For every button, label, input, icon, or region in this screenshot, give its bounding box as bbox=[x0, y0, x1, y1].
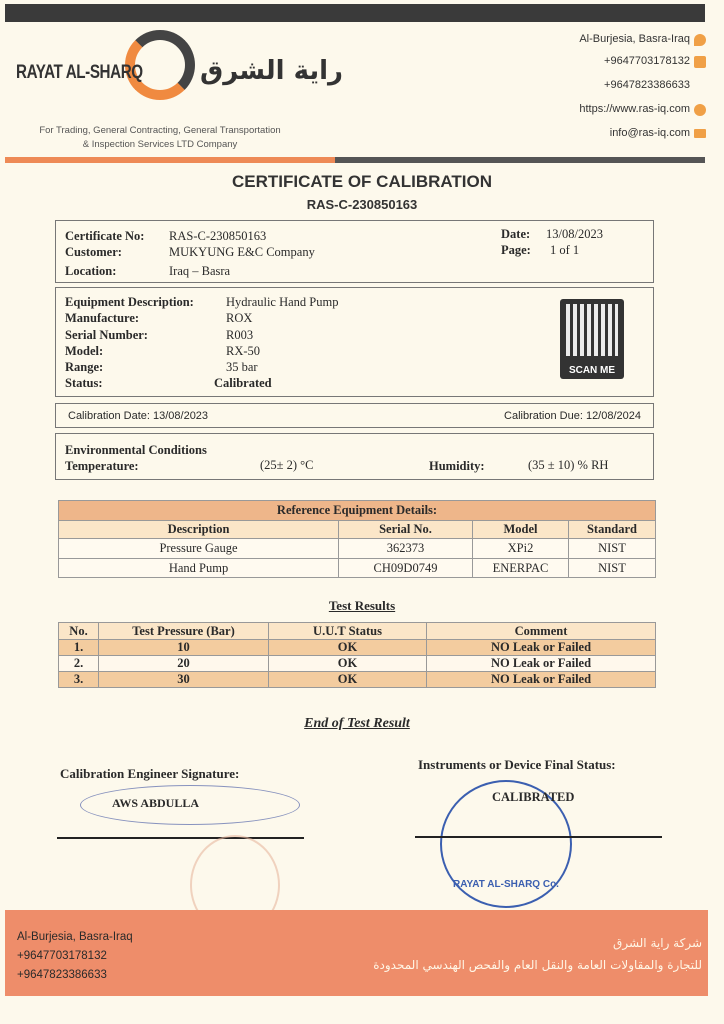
signature-scribble bbox=[80, 785, 300, 825]
header-phone-1: +9647703178132 bbox=[604, 55, 690, 67]
ref-cell: ENERPAC bbox=[473, 559, 569, 578]
cert-no-label: Certificate No: bbox=[65, 229, 145, 243]
cert-no-value: RAS-C-230850163 bbox=[169, 229, 267, 243]
table-row bbox=[59, 640, 656, 656]
environment-title: Environmental Conditions bbox=[65, 443, 207, 457]
test-cell: OK bbox=[269, 656, 427, 672]
divider-orange bbox=[5, 157, 335, 163]
qr-pattern bbox=[566, 304, 618, 356]
date-label: Date: bbox=[501, 227, 531, 241]
location-value: Iraq – Basra bbox=[169, 264, 231, 278]
ref-cell: NIST bbox=[569, 559, 656, 578]
signature-line bbox=[57, 837, 304, 839]
test-cell: 1. bbox=[59, 640, 99, 656]
humidity-value: (35 ± 10) % RH bbox=[528, 458, 609, 472]
stamp-text: RAYAT AL-SHARQ Co. bbox=[453, 879, 559, 890]
header-email[interactable]: info@ras-iq.com bbox=[609, 127, 690, 139]
signature-label: Calibration Engineer Signature: bbox=[60, 766, 240, 781]
test-cell: NO Leak or Failed bbox=[427, 672, 656, 688]
range-label: Range: bbox=[65, 360, 104, 374]
test-header: No. bbox=[59, 623, 99, 640]
table-row bbox=[59, 672, 656, 688]
serial-label: Serial Number: bbox=[65, 328, 148, 342]
manufacture-label: Manufacture: bbox=[65, 311, 140, 325]
final-status-value: CALIBRATED bbox=[492, 790, 575, 804]
ref-cell: Hand Pump bbox=[59, 559, 339, 578]
environment-box bbox=[55, 433, 654, 480]
ref-header: Serial No. bbox=[339, 521, 473, 539]
logo-text: RAYAT AL-SHARQ bbox=[16, 62, 143, 83]
range-value: 35 bar bbox=[226, 360, 258, 374]
ref-header: Description bbox=[59, 521, 339, 539]
table-row bbox=[59, 656, 656, 672]
page-value: 1 of 1 bbox=[550, 243, 580, 257]
top-bar bbox=[5, 4, 705, 22]
divider-dark bbox=[335, 157, 705, 163]
calibration-dates-box bbox=[55, 403, 654, 428]
engineer-name: AWS ABDULLA bbox=[112, 796, 200, 810]
test-cell: 3. bbox=[59, 672, 99, 688]
qr-code[interactable] bbox=[560, 299, 624, 379]
equipment-desc-value: Hydraulic Hand Pump bbox=[226, 295, 339, 309]
reference-table bbox=[58, 500, 656, 578]
test-cell: OK bbox=[269, 672, 427, 688]
qr-label: SCAN ME bbox=[568, 365, 616, 376]
location-label: Location: bbox=[65, 264, 117, 278]
phone-icon bbox=[694, 56, 706, 68]
ref-header: Model bbox=[473, 521, 569, 539]
page-label: Page: bbox=[501, 243, 531, 257]
header-address: Al-Burjesia, Basra-Iraq bbox=[579, 33, 690, 45]
test-cell: OK bbox=[269, 640, 427, 656]
test-cell: NO Leak or Failed bbox=[427, 656, 656, 672]
tagline-line-2: & Inspection Services LTD Company bbox=[82, 139, 238, 150]
temperature-value: (25± 2) °C bbox=[260, 458, 314, 472]
ref-cell: 362373 bbox=[339, 539, 473, 559]
ref-cell: NIST bbox=[569, 539, 656, 559]
location-icon bbox=[694, 34, 706, 46]
model-value: RX-50 bbox=[226, 344, 261, 358]
test-results-title: Test Results bbox=[328, 598, 396, 613]
ref-header: Standard bbox=[569, 521, 656, 539]
footer bbox=[5, 910, 708, 996]
calibration-date: Calibration Date: 13/08/2023 bbox=[68, 410, 209, 422]
header-phone-2: +9647823386633 bbox=[604, 79, 690, 91]
footer-phone-1: +9647703178132 bbox=[17, 950, 107, 962]
test-header: Comment bbox=[427, 623, 656, 640]
ref-cell: Pressure Gauge bbox=[59, 539, 339, 559]
test-cell: NO Leak or Failed bbox=[427, 640, 656, 656]
table-row bbox=[59, 559, 656, 578]
manufacture-value: ROX bbox=[226, 311, 253, 325]
customer-value: MUKYUNG E&C Company bbox=[169, 245, 315, 259]
date-value: 13/08/2023 bbox=[546, 227, 603, 241]
tagline bbox=[10, 124, 310, 152]
end-of-test: End of Test Result bbox=[304, 716, 410, 731]
status-line bbox=[415, 836, 662, 838]
model-label: Model: bbox=[65, 344, 104, 358]
header-website[interactable]: https://www.ras-iq.com bbox=[579, 103, 690, 115]
mail-icon bbox=[694, 129, 706, 138]
calibration-due: Calibration Due: 12/08/2024 bbox=[504, 410, 641, 422]
tagline-line-1: For Trading, General Contracting, General Transportation bbox=[39, 125, 281, 136]
test-cell: 20 bbox=[99, 656, 269, 672]
logo-arabic: راية الشرق bbox=[200, 56, 344, 86]
final-status-label: Instruments or Device Final Status: bbox=[418, 757, 616, 772]
customer-label: Customer: bbox=[65, 245, 122, 259]
test-results-table bbox=[58, 622, 656, 688]
table-row bbox=[59, 539, 656, 559]
ref-cell: CH09D0749 bbox=[339, 559, 473, 578]
footer-phone-2: +9647823386633 bbox=[17, 969, 107, 981]
equipment-desc-label: Equipment Description: bbox=[65, 295, 194, 309]
test-header: Test Pressure (Bar) bbox=[99, 623, 269, 640]
test-cell: 10 bbox=[99, 640, 269, 656]
globe-icon bbox=[694, 104, 706, 116]
footer-arabic-name: شركة راية الشرق bbox=[613, 936, 702, 950]
test-cell: 30 bbox=[99, 672, 269, 688]
test-header: U.U.T Status bbox=[269, 623, 427, 640]
temperature-label: Temperature: bbox=[65, 459, 139, 473]
footer-arabic-desc: للتجارة والمقاولات العامة والنقل العام والفحص الهندسي المحدودة bbox=[373, 958, 702, 972]
humidity-label: Humidity: bbox=[429, 459, 485, 473]
certificate-info-box bbox=[55, 220, 654, 283]
status-label: Status: bbox=[65, 376, 103, 390]
serial-value: R003 bbox=[226, 328, 254, 342]
footer-address: Al-Burjesia, Basra-Iraq bbox=[17, 931, 133, 943]
certificate-id: RAS-C-230850163 bbox=[306, 197, 418, 212]
ref-cell: XPi2 bbox=[473, 539, 569, 559]
test-cell: 2. bbox=[59, 656, 99, 672]
page-title: CERTIFICATE OF CALIBRATION bbox=[231, 172, 492, 191]
reference-title: Reference Equipment Details: bbox=[59, 501, 656, 521]
status-value: Calibrated bbox=[214, 376, 272, 390]
